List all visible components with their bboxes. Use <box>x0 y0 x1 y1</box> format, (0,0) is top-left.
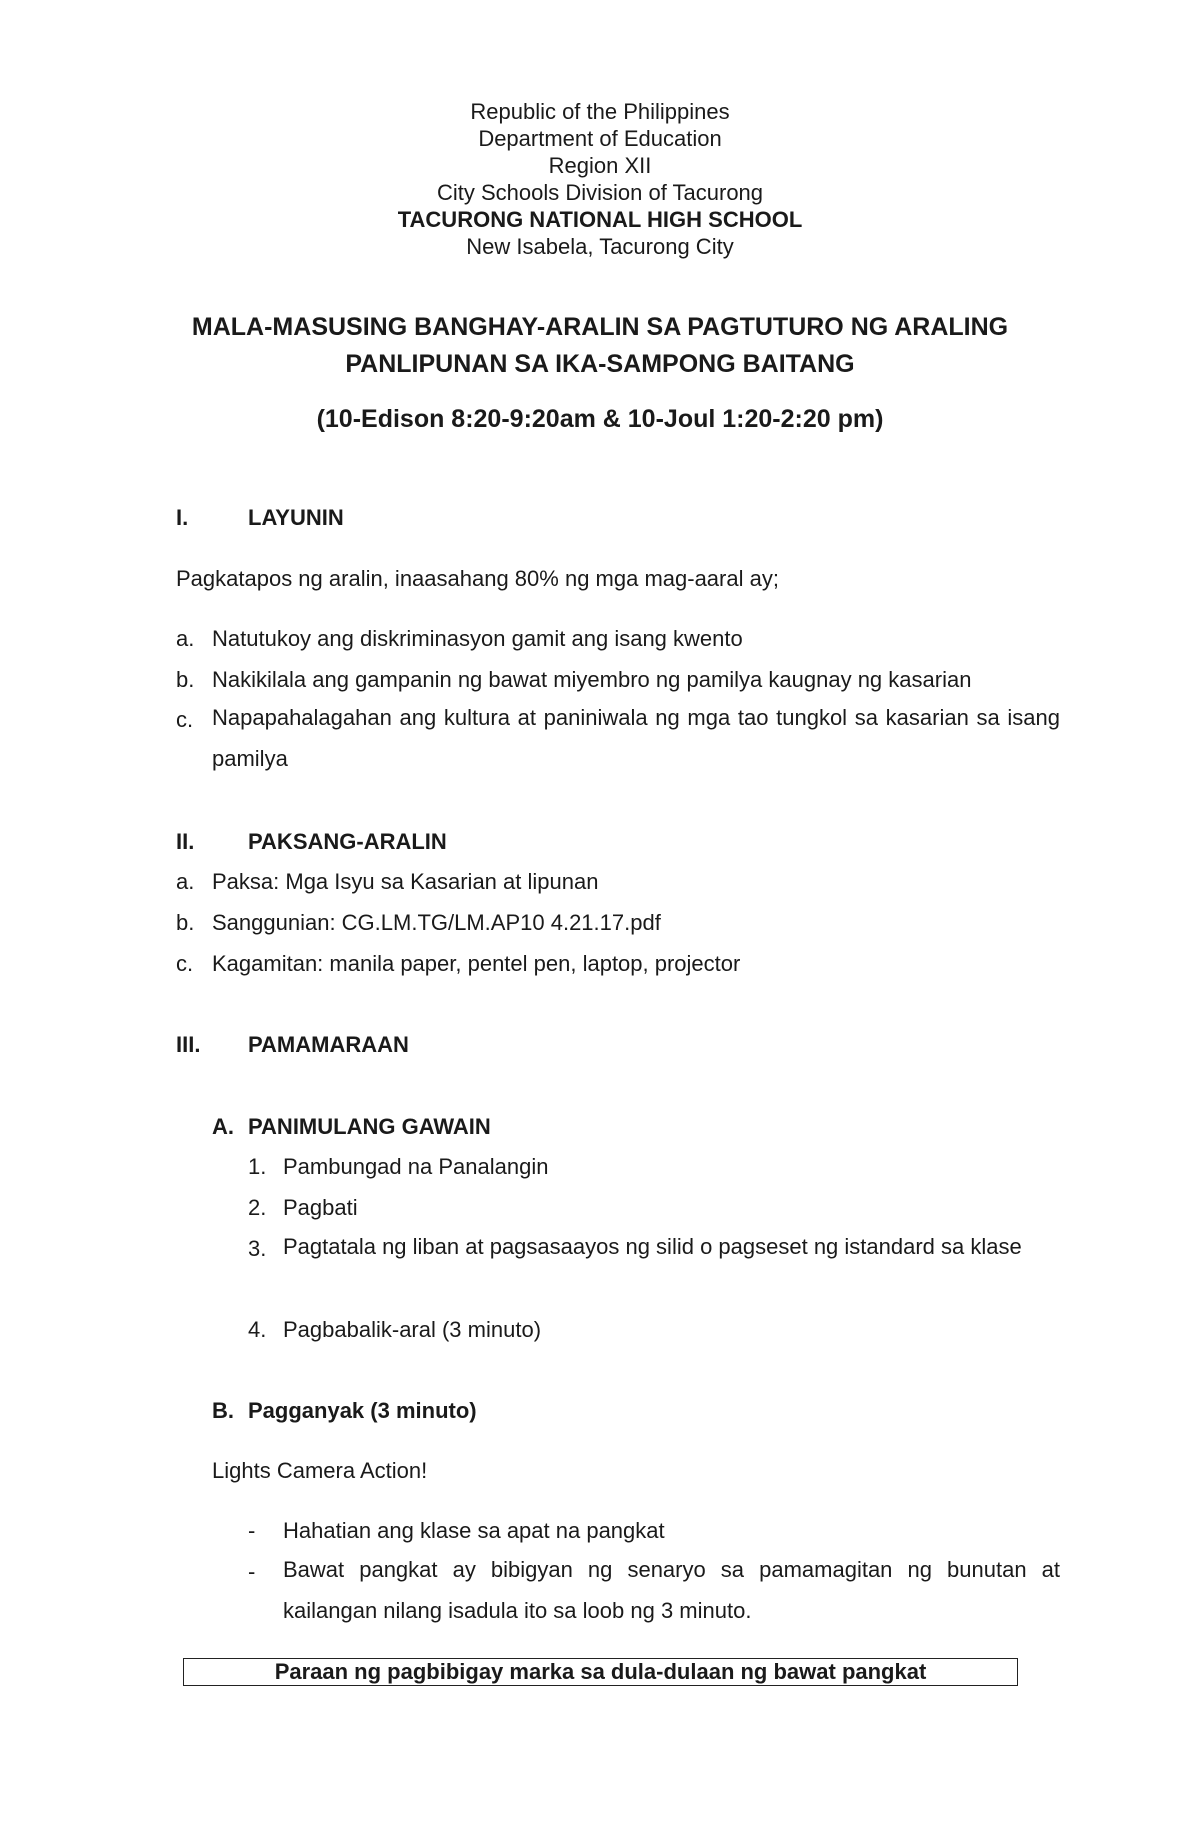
section2-heading: PAKSANG-ARALIN <box>248 829 447 854</box>
section3-heading: PAMAMARAAN <box>248 1032 409 1057</box>
motivation-bullet: - <box>248 1559 256 1584</box>
motivation-activity-title: Lights Camera Action! <box>212 1458 428 1483</box>
partB-heading: Pagganyak (3 minuto) <box>248 1398 477 1423</box>
subject-matter-marker: a. <box>176 869 195 894</box>
title-schedule: (10-Edison 8:20-9:20am & 10-Joul 1:20-2:20 pm) <box>316 405 884 433</box>
objective-item: Nakikilala ang gampanin ng bawat miyembro ng pamilya kaugnay ng kasarian <box>212 667 972 692</box>
subject-matter-item: Sanggunian: CG.LM.TG/LM.AP10 4.21.17.pdf <box>212 910 661 935</box>
preliminary-activity-item: Pagbati <box>283 1195 358 1220</box>
partA-heading: PANIMULANG GAWAIN <box>248 1114 491 1139</box>
preliminary-activity-marker: 1. <box>248 1154 267 1179</box>
partB-marker: B. <box>212 1398 234 1423</box>
rubric-table-header: Paraan ng pagbibigay marka sa dula-dulaan ng bawat pangkat <box>183 1658 1018 1686</box>
preliminary-activity-item: Pambungad na Panalangin <box>283 1154 549 1179</box>
objective-item: Natutukoy ang diskriminasyon gamit ang isang kwento <box>212 626 743 651</box>
preliminary-activity-marker: 4. <box>248 1317 267 1342</box>
section1-intro: Pagkatapos ng aralin, inaasahang 80% ng mga mag-aaral ay; <box>176 566 779 591</box>
letterhead-region: Region XII <box>548 153 652 178</box>
preliminary-activity-item: Pagtatala ng liban at pagsasaayos ng silid o pagseset ng istandard sa klase <box>283 1234 1022 1259</box>
letterhead-division: City Schools Division of Tacurong <box>436 180 764 205</box>
letterhead-address: New Isabela, Tacurong City <box>466 234 734 259</box>
subject-matter-item: Kagamitan: manila paper, pentel pen, laptop, projector <box>212 951 741 976</box>
subject-matter-marker: c. <box>176 951 194 976</box>
motivation-bullet: - <box>248 1518 256 1543</box>
title-line-2: PANLIPUNAN SA IKA-SAMPONG BAITANG <box>345 350 855 378</box>
subject-matter-item: Paksa: Mga Isyu sa Kasarian at lipunan <box>212 869 599 894</box>
letterhead <box>0 98 1200 260</box>
section1-numeral: I. <box>176 505 189 530</box>
preliminary-activity-item: Pagbabalik-aral (3 minuto) <box>283 1317 542 1342</box>
objective-marker: c. <box>176 707 194 732</box>
motivation-item: Hahatian ang klase sa apat na pangkat <box>283 1518 665 1543</box>
motivation-item: Bawat pangkat ay bibigyan ng senaryo sa pamamagitan ng bunutan at kailangan nilang isadula ito sa loob ng 3 minuto. <box>283 1557 1060 1623</box>
letterhead-department: Department of Education <box>478 126 722 151</box>
objective-item: Napapahalagahan ang kultura at paniniwala ng mga tao tungkol sa kasarian sa isang pamilya <box>212 705 1060 771</box>
title-line-1: MALA-MASUSING BANGHAY-ARALIN SA PAGTUTURO NG ARALING <box>191 313 1009 341</box>
section1-heading: LAYUNIN <box>248 505 344 530</box>
objective-marker: a. <box>176 626 195 651</box>
subject-matter-marker: b. <box>176 910 195 935</box>
letterhead-school: TACURONG NATIONAL HIGH SCHOOL <box>397 207 803 232</box>
preliminary-activity-marker: 3. <box>248 1236 267 1261</box>
objective-marker: b. <box>176 667 195 692</box>
section3-numeral: III. <box>176 1032 201 1057</box>
preliminary-activity-marker: 2. <box>248 1195 267 1220</box>
section2-numeral: II. <box>176 829 195 854</box>
letterhead-republic: Republic of the Philippines <box>470 99 730 124</box>
lesson-plan-title <box>120 309 1080 383</box>
partA-marker: A. <box>212 1114 234 1139</box>
